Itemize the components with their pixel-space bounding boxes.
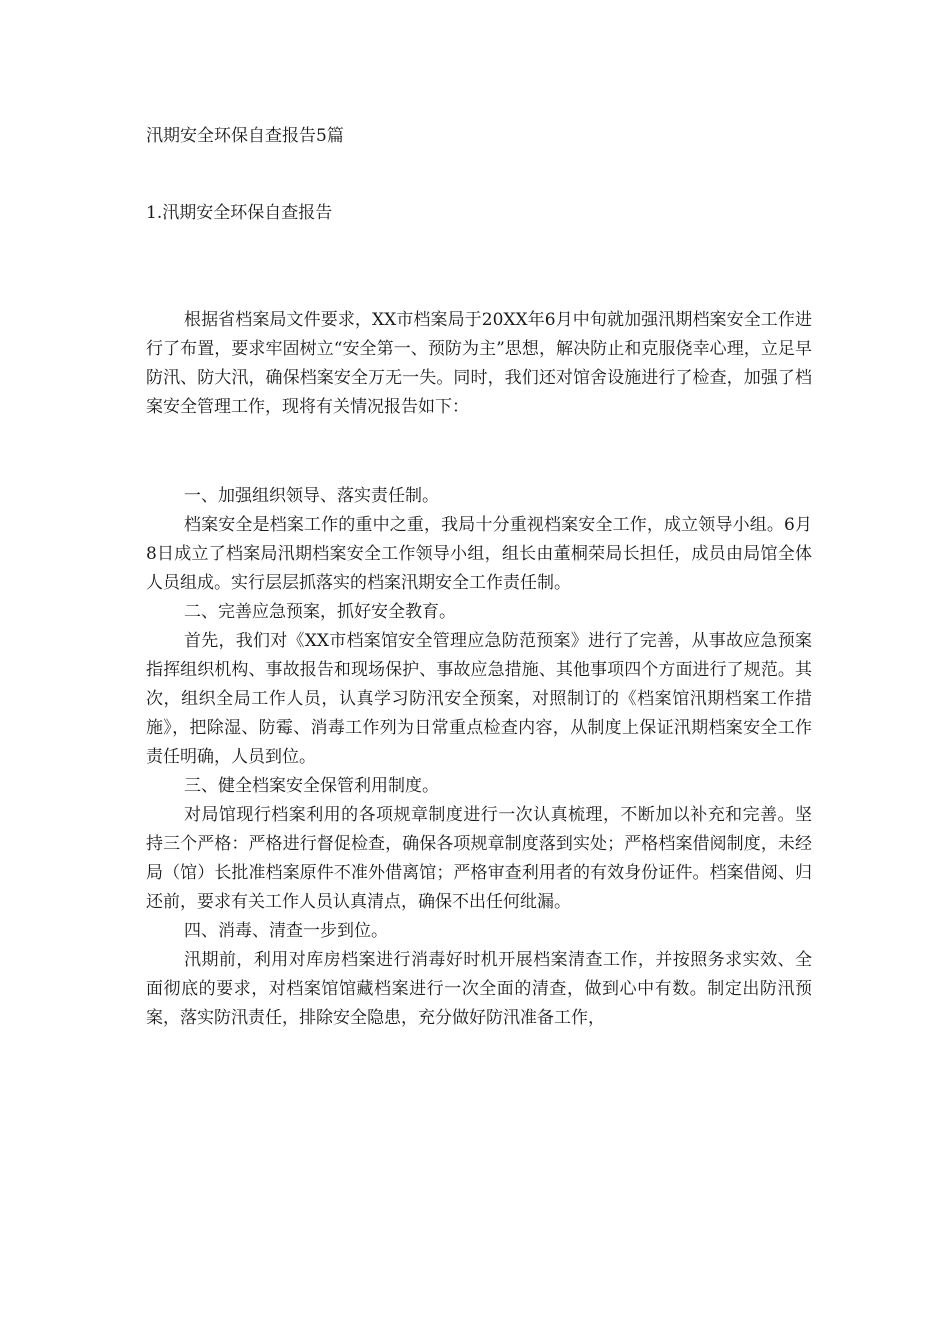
- section-title: 1.汛期安全环保自查报告: [146, 203, 333, 223]
- section-paragraph-3: 对局馆现行档案利用的各项规章制度进行一次认真梳理，不断加以补充和完善。坚持三个严格：严格进行督促检查，确保各项规章制度落到实处；严格档案借阅制度，未经局（馆）长批准档案原件不准外借离馆；严格审查利用者的有效身份证件。档案借阅、归还前，要求有关工作人员认真清点，确保不出任何纰漏。: [146, 805, 812, 912]
- section-heading-4: 四、消毒、清查一步到位。: [184, 921, 388, 941]
- document-title: 汛期安全环保自查报告5篇: [146, 126, 344, 146]
- section-paragraph-1: 档案安全是档案工作的重中之重，我局十分重视档案安全工作，成立领导小组。6月8日成立了档案局汛期档案安全工作领导小组，组长由董桐荣局长担任，成员由局馆全体人员组成。实行层层抓落实的档案汛期安全工作责任制。: [146, 515, 812, 593]
- section-heading-1: 一、加强组织领导、落实责任制。: [184, 486, 439, 506]
- intro-paragraph: 根据省档案局文件要求，XX市档案局于20XX年6月中旬就加强汛期档案安全工作进行了布置，要求牢固树立“安全第一、预防为主”思想，解决防止和克服侥幸心理，立足早防汛、防大汛，确保档案安全万无一失。同时，我们还对馆舍设施进行了检查，加强了档案安全管理工作，现将有关情况报告如下：: [146, 310, 812, 417]
- section-paragraph-2: 首先，我们对《XX市档案馆安全管理应急防范预案》进行了完善，从事故应急预案指挥组织机构、事故报告和现场保护、事故应急措施、其他事项四个方面进行了规范。其次，组织全局工作人员，认真学习防汛安全预案，对照制订的《档案馆汛期档案工作措施》，把除湿、防霉、消毒工作列为日常重点检查内容，从制度上保证汛期档案安全工作责任明确，人员到位。: [146, 631, 812, 767]
- document-body: [146, 306, 812, 1033]
- section-heading-2: 二、完善应急预案，抓好安全教育。: [184, 602, 456, 622]
- section-heading-3: 三、健全档案安全保管利用制度。: [184, 776, 439, 796]
- section-paragraph-4: 汛期前，利用对库房档案进行消毒好时机开展档案清查工作，并按照务求实效、全面彻底的要求，对档案馆馆藏档案进行一次全面的清查，做到心中有数。制定出防汛预案，落实防汛责任，排除安全隐患，充分做好防汛准备工作，: [146, 950, 812, 1028]
- paragraph-spacer: [146, 422, 812, 482]
